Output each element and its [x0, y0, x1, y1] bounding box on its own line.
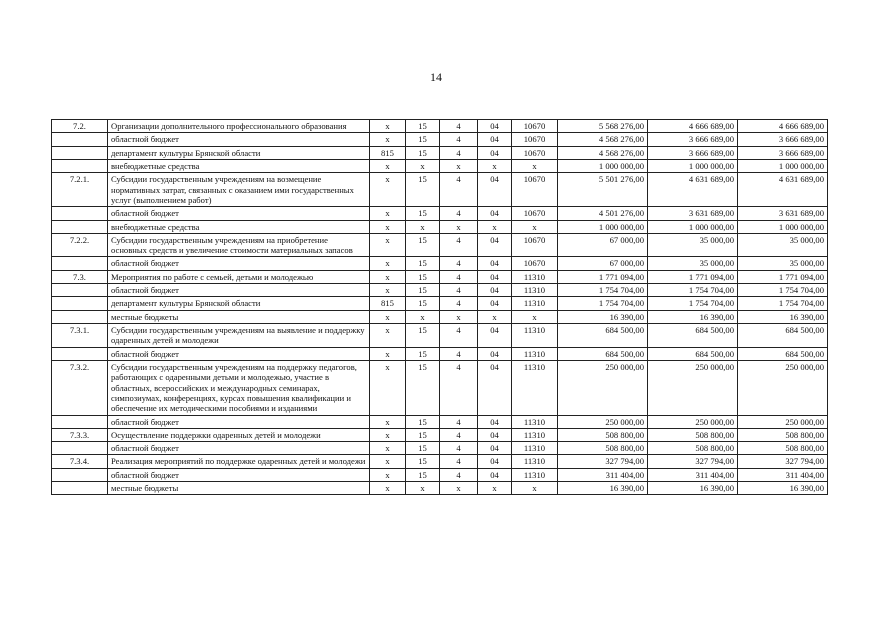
item-name-cell: областной бюджет — [108, 442, 370, 455]
subsection-cell: 4 — [440, 120, 478, 133]
table-row — [52, 284, 828, 297]
expense-type-cell: x — [512, 310, 558, 323]
amount-year1-cell: 5 501 276,00 — [558, 173, 648, 207]
section-cell: 15 — [406, 415, 440, 428]
expense-type-cell: 10670 — [512, 146, 558, 159]
table-row — [52, 468, 828, 481]
section-cell: 15 — [406, 133, 440, 146]
item-name-cell: областной бюджет — [108, 468, 370, 481]
expense-type-cell: 11310 — [512, 428, 558, 441]
item-name-cell: областной бюджет — [108, 133, 370, 146]
table-row — [52, 347, 828, 360]
expense-type-cell: 11310 — [512, 297, 558, 310]
subsection-cell: 4 — [440, 257, 478, 270]
grbs-cell: x — [370, 173, 406, 207]
table-row — [52, 173, 828, 207]
subsection-cell: 4 — [440, 428, 478, 441]
item-name-cell: Осуществление поддержки одаренных детей и молодежи — [108, 428, 370, 441]
table-row — [52, 257, 828, 270]
section-cell: x — [406, 159, 440, 172]
item-code-cell — [52, 415, 108, 428]
grbs-cell: x — [370, 347, 406, 360]
table-row — [52, 297, 828, 310]
amount-year3-cell: 508 800,00 — [738, 428, 828, 441]
amount-year2-cell: 16 390,00 — [648, 310, 738, 323]
table-row — [52, 415, 828, 428]
table-row — [52, 207, 828, 220]
section-cell: 15 — [406, 120, 440, 133]
grbs-cell: x — [370, 257, 406, 270]
item-code-cell: 7.3.4. — [52, 455, 108, 468]
item-code-cell: 7.2.2. — [52, 233, 108, 257]
section-cell: 15 — [406, 270, 440, 283]
item-name-cell: департамент культуры Брянской области — [108, 146, 370, 159]
item-code-cell — [52, 146, 108, 159]
amount-year2-cell: 508 800,00 — [648, 442, 738, 455]
section-cell: 15 — [406, 324, 440, 348]
target-article-cell: 04 — [478, 146, 512, 159]
amount-year2-cell: 250 000,00 — [648, 360, 738, 415]
grbs-cell: x — [370, 468, 406, 481]
expense-type-cell: 10670 — [512, 257, 558, 270]
subsection-cell: x — [440, 310, 478, 323]
amount-year2-cell: 4 631 689,00 — [648, 173, 738, 207]
amount-year2-cell: 508 800,00 — [648, 428, 738, 441]
target-article-cell: 04 — [478, 257, 512, 270]
section-cell: 15 — [406, 146, 440, 159]
amount-year3-cell: 3 631 689,00 — [738, 207, 828, 220]
amount-year1-cell: 684 500,00 — [558, 347, 648, 360]
table-row — [52, 324, 828, 348]
amount-year2-cell: 684 500,00 — [648, 347, 738, 360]
expense-type-cell: 11310 — [512, 455, 558, 468]
section-cell: x — [406, 482, 440, 495]
amount-year3-cell: 508 800,00 — [738, 442, 828, 455]
item-code-cell — [52, 159, 108, 172]
target-article-cell: 04 — [478, 347, 512, 360]
page-number: 14 — [430, 70, 442, 84]
target-article-cell: 04 — [478, 120, 512, 133]
item-code-cell — [52, 442, 108, 455]
expense-type-cell: 11310 — [512, 347, 558, 360]
grbs-cell: x — [370, 455, 406, 468]
item-name-cell: Реализация мероприятий по поддержке одаренных детей и молодежи — [108, 455, 370, 468]
amount-year1-cell: 1 754 704,00 — [558, 297, 648, 310]
amount-year3-cell: 1 000 000,00 — [738, 159, 828, 172]
subsection-cell: 4 — [440, 455, 478, 468]
amount-year1-cell: 67 000,00 — [558, 233, 648, 257]
item-code-cell: 7.3. — [52, 270, 108, 283]
subsection-cell: 4 — [440, 442, 478, 455]
section-cell: 15 — [406, 297, 440, 310]
target-article-cell: 04 — [478, 468, 512, 481]
grbs-cell: x — [370, 324, 406, 348]
amount-year1-cell: 508 800,00 — [558, 442, 648, 455]
target-article-cell: 04 — [478, 270, 512, 283]
item-code-cell — [52, 220, 108, 233]
amount-year1-cell: 5 568 276,00 — [558, 120, 648, 133]
grbs-cell: x — [370, 133, 406, 146]
grbs-cell: 815 — [370, 146, 406, 159]
amount-year1-cell: 4 501 276,00 — [558, 207, 648, 220]
table-row — [52, 120, 828, 133]
grbs-cell: x — [370, 270, 406, 283]
amount-year1-cell: 1 000 000,00 — [558, 159, 648, 172]
amount-year3-cell: 1 771 094,00 — [738, 270, 828, 283]
amount-year2-cell: 1 754 704,00 — [648, 297, 738, 310]
grbs-cell: x — [370, 284, 406, 297]
expense-type-cell: 11310 — [512, 415, 558, 428]
item-name-cell: местные бюджеты — [108, 482, 370, 495]
item-name-cell: областной бюджет — [108, 207, 370, 220]
amount-year2-cell: 4 666 689,00 — [648, 120, 738, 133]
table-row — [52, 133, 828, 146]
amount-year2-cell: 1 754 704,00 — [648, 284, 738, 297]
section-cell: 15 — [406, 360, 440, 415]
amount-year1-cell: 1 771 094,00 — [558, 270, 648, 283]
grbs-cell: x — [370, 428, 406, 441]
item-name-cell: Субсидии государственным учреждениям на поддержку педагогов, работающих с одаренными детьми и молодежью, участие в областных, всероссийских и международных семинарах, симпозиумах, конференциях, курсах повышения квалификации и обеспечение их методическими пособиями и изданиями — [108, 360, 370, 415]
section-cell: 15 — [406, 257, 440, 270]
subsection-cell: 4 — [440, 173, 478, 207]
table-row — [52, 455, 828, 468]
subsection-cell: 4 — [440, 207, 478, 220]
amount-year3-cell: 4 631 689,00 — [738, 173, 828, 207]
item-code-cell — [52, 482, 108, 495]
table-row — [52, 233, 828, 257]
expense-type-cell: 10670 — [512, 120, 558, 133]
amount-year3-cell: 35 000,00 — [738, 233, 828, 257]
subsection-cell: 4 — [440, 360, 478, 415]
target-article-cell: 04 — [478, 297, 512, 310]
amount-year1-cell: 67 000,00 — [558, 257, 648, 270]
section-cell: 15 — [406, 455, 440, 468]
subsection-cell: x — [440, 220, 478, 233]
section-cell: 15 — [406, 233, 440, 257]
amount-year2-cell: 1 000 000,00 — [648, 159, 738, 172]
expense-type-cell: 11310 — [512, 360, 558, 415]
grbs-cell: x — [370, 159, 406, 172]
item-name-cell: Субсидии государственным учреждениям на выявление и поддержку одаренных детей и молодежи — [108, 324, 370, 348]
target-article-cell: x — [478, 220, 512, 233]
target-article-cell: 04 — [478, 360, 512, 415]
item-name-cell: местные бюджеты — [108, 310, 370, 323]
section-cell: 15 — [406, 284, 440, 297]
expense-type-cell: 11310 — [512, 442, 558, 455]
item-code-cell: 7.3.1. — [52, 324, 108, 348]
expense-type-cell: 11310 — [512, 324, 558, 348]
amount-year2-cell: 250 000,00 — [648, 415, 738, 428]
item-name-cell: областной бюджет — [108, 415, 370, 428]
amount-year2-cell: 684 500,00 — [648, 324, 738, 348]
item-code-cell: 7.2. — [52, 120, 108, 133]
section-cell: 15 — [406, 428, 440, 441]
amount-year3-cell: 3 666 689,00 — [738, 133, 828, 146]
amount-year3-cell: 250 000,00 — [738, 415, 828, 428]
amount-year3-cell: 1 754 704,00 — [738, 284, 828, 297]
table-row — [52, 146, 828, 159]
item-name-cell: областной бюджет — [108, 284, 370, 297]
target-article-cell: x — [478, 310, 512, 323]
item-code-cell — [52, 468, 108, 481]
grbs-cell: x — [370, 482, 406, 495]
target-article-cell: 04 — [478, 455, 512, 468]
target-article-cell: 04 — [478, 173, 512, 207]
amount-year2-cell: 3 666 689,00 — [648, 133, 738, 146]
expense-type-cell: x — [512, 159, 558, 172]
amount-year2-cell: 35 000,00 — [648, 257, 738, 270]
amount-year2-cell: 3 666 689,00 — [648, 146, 738, 159]
item-name-cell: областной бюджет — [108, 257, 370, 270]
grbs-cell: x — [370, 360, 406, 415]
expense-type-cell: 10670 — [512, 173, 558, 207]
item-code-cell — [52, 257, 108, 270]
table-row — [52, 220, 828, 233]
subsection-cell: 4 — [440, 415, 478, 428]
item-name-cell: Субсидии государственным учреждениям на возмещение нормативных затрат, связанных с оказанием ими государственных услуг (выполнением работ) — [108, 173, 370, 207]
subsection-cell: 4 — [440, 133, 478, 146]
expense-type-cell: 10670 — [512, 207, 558, 220]
amount-year3-cell: 327 794,00 — [738, 455, 828, 468]
section-cell: 15 — [406, 347, 440, 360]
amount-year3-cell: 16 390,00 — [738, 482, 828, 495]
amount-year3-cell: 684 500,00 — [738, 347, 828, 360]
grbs-cell: x — [370, 415, 406, 428]
amount-year1-cell: 1 754 704,00 — [558, 284, 648, 297]
item-name-cell: Мероприятия по работе с семьей, детьми и молодежью — [108, 270, 370, 283]
expense-type-cell: 10670 — [512, 133, 558, 146]
item-code-cell — [52, 207, 108, 220]
subsection-cell: 4 — [440, 270, 478, 283]
target-article-cell: 04 — [478, 233, 512, 257]
amount-year1-cell: 1 000 000,00 — [558, 220, 648, 233]
grbs-cell: x — [370, 310, 406, 323]
amount-year1-cell: 16 390,00 — [558, 482, 648, 495]
table-row — [52, 428, 828, 441]
table-row — [52, 360, 828, 415]
amount-year2-cell: 327 794,00 — [648, 455, 738, 468]
amount-year3-cell: 1 000 000,00 — [738, 220, 828, 233]
amount-year1-cell: 250 000,00 — [558, 415, 648, 428]
target-article-cell: 04 — [478, 415, 512, 428]
subsection-cell: 4 — [440, 284, 478, 297]
item-code-cell: 7.3.3. — [52, 428, 108, 441]
grbs-cell: x — [370, 442, 406, 455]
subsection-cell: x — [440, 482, 478, 495]
section-cell: x — [406, 310, 440, 323]
amount-year3-cell: 3 666 689,00 — [738, 146, 828, 159]
item-name-cell: внебюджетные средства — [108, 220, 370, 233]
target-article-cell: 04 — [478, 133, 512, 146]
amount-year2-cell: 16 390,00 — [648, 482, 738, 495]
item-code-cell — [52, 310, 108, 323]
target-article-cell: 04 — [478, 207, 512, 220]
item-code-cell — [52, 284, 108, 297]
amount-year2-cell: 1 771 094,00 — [648, 270, 738, 283]
amount-year1-cell: 250 000,00 — [558, 360, 648, 415]
amount-year1-cell: 4 568 276,00 — [558, 133, 648, 146]
subsection-cell: 4 — [440, 347, 478, 360]
target-article-cell: 04 — [478, 442, 512, 455]
section-cell: x — [406, 220, 440, 233]
grbs-cell: 815 — [370, 297, 406, 310]
subsection-cell: 4 — [440, 233, 478, 257]
item-code-cell: 7.2.1. — [52, 173, 108, 207]
table-row — [52, 159, 828, 172]
budget-table — [51, 119, 828, 495]
item-name-cell: Организации дополнительного профессионального образования — [108, 120, 370, 133]
amount-year3-cell: 1 754 704,00 — [738, 297, 828, 310]
amount-year1-cell: 327 794,00 — [558, 455, 648, 468]
grbs-cell: x — [370, 233, 406, 257]
expense-type-cell: 11310 — [512, 270, 558, 283]
subsection-cell: 4 — [440, 468, 478, 481]
item-name-cell: департамент культуры Брянской области — [108, 297, 370, 310]
amount-year3-cell: 35 000,00 — [738, 257, 828, 270]
section-cell: 15 — [406, 173, 440, 207]
amount-year2-cell: 1 000 000,00 — [648, 220, 738, 233]
table-row — [52, 442, 828, 455]
amount-year2-cell: 3 631 689,00 — [648, 207, 738, 220]
amount-year1-cell: 4 568 276,00 — [558, 146, 648, 159]
amount-year2-cell: 35 000,00 — [648, 233, 738, 257]
table-row — [52, 310, 828, 323]
section-cell: 15 — [406, 468, 440, 481]
item-name-cell: областной бюджет — [108, 347, 370, 360]
item-code-cell — [52, 133, 108, 146]
subsection-cell: 4 — [440, 146, 478, 159]
grbs-cell: x — [370, 220, 406, 233]
grbs-cell: x — [370, 120, 406, 133]
target-article-cell: 04 — [478, 428, 512, 441]
amount-year1-cell: 508 800,00 — [558, 428, 648, 441]
amount-year3-cell: 684 500,00 — [738, 324, 828, 348]
expense-type-cell: x — [512, 482, 558, 495]
item-code-cell — [52, 297, 108, 310]
amount-year1-cell: 311 404,00 — [558, 468, 648, 481]
amount-year3-cell: 4 666 689,00 — [738, 120, 828, 133]
amount-year2-cell: 311 404,00 — [648, 468, 738, 481]
item-name-cell: внебюджетные средства — [108, 159, 370, 172]
amount-year1-cell: 16 390,00 — [558, 310, 648, 323]
expense-type-cell: 10670 — [512, 233, 558, 257]
target-article-cell: x — [478, 159, 512, 172]
table-body — [52, 120, 828, 495]
amount-year1-cell: 684 500,00 — [558, 324, 648, 348]
subsection-cell: 4 — [440, 324, 478, 348]
section-cell: 15 — [406, 207, 440, 220]
table-row — [52, 270, 828, 283]
item-name-cell: Субсидии государственным учреждениям на приобретение основных средств и увеличение стоимости материальных запасов — [108, 233, 370, 257]
amount-year3-cell: 250 000,00 — [738, 360, 828, 415]
target-article-cell: x — [478, 482, 512, 495]
grbs-cell: x — [370, 207, 406, 220]
target-article-cell: 04 — [478, 324, 512, 348]
subsection-cell: 4 — [440, 297, 478, 310]
table-row — [52, 482, 828, 495]
target-article-cell: 04 — [478, 284, 512, 297]
expense-type-cell: 11310 — [512, 284, 558, 297]
amount-year3-cell: 16 390,00 — [738, 310, 828, 323]
item-code-cell — [52, 347, 108, 360]
expense-type-cell: 11310 — [512, 468, 558, 481]
amount-year3-cell: 311 404,00 — [738, 468, 828, 481]
expense-type-cell: x — [512, 220, 558, 233]
item-code-cell: 7.3.2. — [52, 360, 108, 415]
section-cell: 15 — [406, 442, 440, 455]
subsection-cell: x — [440, 159, 478, 172]
